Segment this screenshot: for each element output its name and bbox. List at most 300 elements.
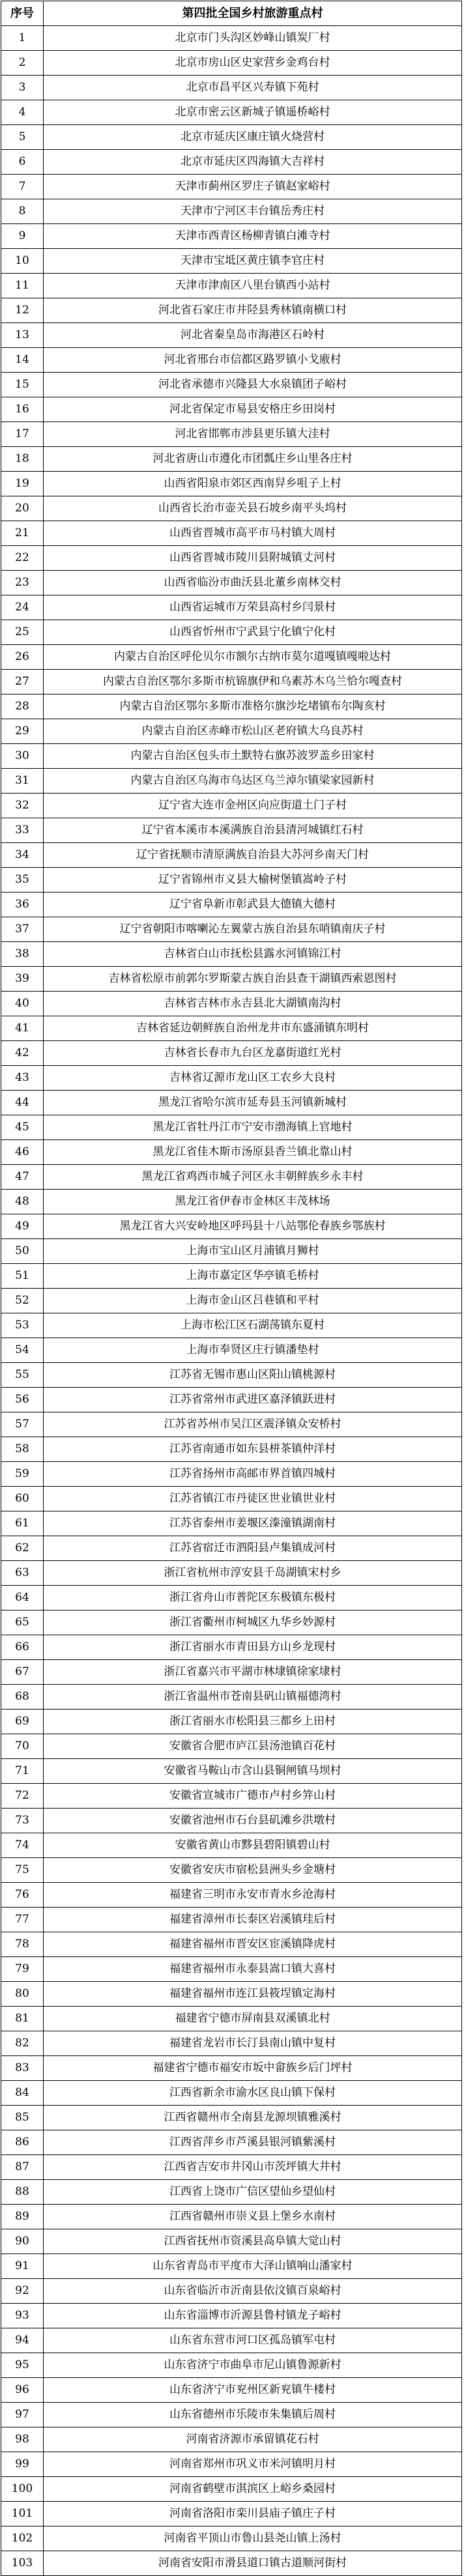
village-name-cell: 吉林省延边朝鲜族自治州龙井市东盛涌镇东明村 bbox=[44, 1016, 462, 1041]
row-number-cell: 73 bbox=[1, 1809, 44, 1833]
row-number-cell: 80 bbox=[1, 1982, 44, 2007]
table-row bbox=[1, 1016, 462, 1041]
village-name-cell: 浙江省丽水市松阳县三都乡上田村 bbox=[44, 1710, 462, 1734]
table-row bbox=[1, 1041, 462, 1066]
table-row bbox=[1, 1412, 462, 1437]
table-row bbox=[1, 1363, 462, 1388]
village-name-cell: 福建省宁德市屏南县双溪镇北村 bbox=[44, 2007, 462, 2031]
table-row bbox=[1, 992, 462, 1016]
village-name-cell: 上海市奉贤区庄行镇潘垫村 bbox=[44, 1338, 462, 1363]
row-number-cell: 52 bbox=[1, 1289, 44, 1313]
table-row bbox=[1, 1289, 462, 1313]
row-number-cell: 90 bbox=[1, 2229, 44, 2254]
table-row bbox=[1, 323, 462, 348]
village-name-cell: 安徽省池州市石台县矶滩乡洪墩村 bbox=[44, 1809, 462, 1833]
row-number-cell: 59 bbox=[1, 1462, 44, 1487]
row-number-cell: 64 bbox=[1, 1586, 44, 1610]
village-name-cell: 山西省临汾市曲沃县北董乡南林交村 bbox=[44, 571, 462, 595]
table-row bbox=[1, 496, 462, 521]
row-number-cell: 62 bbox=[1, 1536, 44, 1561]
table-row bbox=[1, 2056, 462, 2081]
village-name-cell: 黑龙江省哈尔滨市延寿县玉河镇新城村 bbox=[44, 1091, 462, 1115]
village-name-cell: 安徽省合肥市庐江县汤池镇百花村 bbox=[44, 1734, 462, 1759]
row-number-cell: 66 bbox=[1, 1635, 44, 1660]
village-name-cell: 河南省平顶山市鲁山县尧山镇上汤村 bbox=[44, 2526, 462, 2551]
village-name-cell: 黑龙江省佳木斯市汤原县香兰镇北靠山村 bbox=[44, 1140, 462, 1165]
row-number-cell: 77 bbox=[1, 1908, 44, 1932]
table-row bbox=[1, 942, 462, 967]
village-name-cell: 天津市宁河区丰台镇岳秀庄村 bbox=[44, 199, 462, 224]
village-name-cell: 山东省临沂市沂南县依汶镇百泉峪村 bbox=[44, 2279, 462, 2304]
table-row bbox=[1, 1091, 462, 1115]
table-row bbox=[1, 1710, 462, 1734]
row-number-cell: 100 bbox=[1, 2477, 44, 2502]
table-row bbox=[1, 719, 462, 744]
village-name-cell: 内蒙古自治区包头市土默特右旗苏波罗盖乡田家村 bbox=[44, 744, 462, 769]
row-number-cell: 88 bbox=[1, 2180, 44, 2205]
village-name-cell: 浙江省杭州市淳安县千岛湖镇宋村乡 bbox=[44, 1561, 462, 1586]
table-row bbox=[1, 2081, 462, 2106]
table-row bbox=[1, 1932, 462, 1957]
village-name-cell: 浙江省嘉兴市平湖市林埭镇徐家埭村 bbox=[44, 1660, 462, 1685]
village-name-cell: 山东省济宁市曲阜市尼山镇鲁源新村 bbox=[44, 2353, 462, 2378]
village-name-cell: 山西省运城市万荣县高村乡闫景村 bbox=[44, 595, 462, 620]
row-number-cell: 21 bbox=[1, 521, 44, 546]
table-row bbox=[1, 595, 462, 620]
village-name-cell: 江苏省无锡市惠山区阳山镇桃源村 bbox=[44, 1363, 462, 1388]
table-row bbox=[1, 818, 462, 843]
village-name-cell: 山东省青岛市平度市大泽山镇响山潘家村 bbox=[44, 2254, 462, 2279]
village-name-cell: 河北省秦皇岛市海港区石岭村 bbox=[44, 323, 462, 348]
row-number-cell: 40 bbox=[1, 992, 44, 1016]
village-name-cell: 山西省忻州市宁武县宁化镇宁化村 bbox=[44, 620, 462, 645]
row-number-cell: 98 bbox=[1, 2427, 44, 2452]
row-number-cell: 76 bbox=[1, 1883, 44, 1908]
table-row bbox=[1, 1338, 462, 1363]
village-name-cell: 辽宁省抚顺市清原满族自治县大苏河乡南天门村 bbox=[44, 843, 462, 868]
village-name-cell: 吉林省吉林市永吉县北大湖镇南沟村 bbox=[44, 992, 462, 1016]
table-row bbox=[1, 1511, 462, 1536]
row-number-cell: 71 bbox=[1, 1759, 44, 1784]
village-name-cell: 浙江省舟山市普陀区东极镇东极村 bbox=[44, 1586, 462, 1610]
row-number-cell: 25 bbox=[1, 620, 44, 645]
village-name-cell: 河北省邯郸市涉县更乐镇大洼村 bbox=[44, 422, 462, 447]
village-name-cell: 江苏省泰州市姜堰区溱潼镇湖南村 bbox=[44, 1511, 462, 1536]
row-number-cell: 15 bbox=[1, 373, 44, 397]
table-row bbox=[1, 51, 462, 76]
row-number-cell: 17 bbox=[1, 422, 44, 447]
row-number-cell: 63 bbox=[1, 1561, 44, 1586]
table-row bbox=[1, 1734, 462, 1759]
table-row bbox=[1, 868, 462, 893]
table-row bbox=[1, 447, 462, 472]
table-row bbox=[1, 2180, 462, 2205]
table-row bbox=[1, 1784, 462, 1809]
row-number-cell: 46 bbox=[1, 1140, 44, 1165]
table-row bbox=[1, 100, 462, 125]
row-number-cell: 36 bbox=[1, 893, 44, 917]
row-number-cell: 61 bbox=[1, 1511, 44, 1536]
row-number-cell: 10 bbox=[1, 249, 44, 274]
row-number-cell: 103 bbox=[1, 2551, 44, 2576]
header-number-cell: 序号 bbox=[1, 1, 44, 26]
village-name-cell: 江西省赣州市全南县龙源坝镇雅溪村 bbox=[44, 2106, 462, 2130]
table-row bbox=[1, 2031, 462, 2056]
row-number-cell: 26 bbox=[1, 645, 44, 670]
village-name-cell: 吉林省长春市九台区龙嘉街道红光村 bbox=[44, 1041, 462, 1066]
table-row bbox=[1, 1140, 462, 1165]
row-number-cell: 4 bbox=[1, 100, 44, 125]
row-number-cell: 5 bbox=[1, 125, 44, 150]
table-row bbox=[1, 1635, 462, 1660]
table-row bbox=[1, 2304, 462, 2328]
table-row bbox=[1, 521, 462, 546]
table-row bbox=[1, 2106, 462, 2130]
row-number-cell: 41 bbox=[1, 1016, 44, 1041]
village-name-cell: 天津市津南区八里台镇西小站村 bbox=[44, 274, 462, 298]
row-number-cell: 28 bbox=[1, 694, 44, 719]
table-row bbox=[1, 967, 462, 992]
table-row bbox=[1, 2502, 462, 2526]
village-name-cell: 内蒙古自治区呼伦贝尔市额尔古纳市莫尔道嘎镇嘎啦达村 bbox=[44, 645, 462, 670]
row-number-cell: 92 bbox=[1, 2279, 44, 2304]
village-name-cell: 内蒙古自治区乌海市乌达区乌兰淖尔镇梁家园新村 bbox=[44, 769, 462, 794]
row-number-cell: 89 bbox=[1, 2205, 44, 2229]
row-number-cell: 82 bbox=[1, 2031, 44, 2056]
village-name-cell: 福建省福州市晋安区宦溪镇降虎村 bbox=[44, 1932, 462, 1957]
table-row bbox=[1, 76, 462, 100]
table-row bbox=[1, 373, 462, 397]
village-name-cell: 辽宁省朝阳市喀喇沁左翼蒙古族自治县东哨镇南庆子村 bbox=[44, 917, 462, 942]
row-number-cell: 93 bbox=[1, 2304, 44, 2328]
village-name-cell: 河北省石家庄市井陉县秀林镇南横口村 bbox=[44, 298, 462, 323]
table-row bbox=[1, 1685, 462, 1710]
row-number-cell: 32 bbox=[1, 794, 44, 818]
row-number-cell: 70 bbox=[1, 1734, 44, 1759]
row-number-cell: 45 bbox=[1, 1115, 44, 1140]
table-row bbox=[1, 2279, 462, 2304]
row-number-cell: 20 bbox=[1, 496, 44, 521]
table-row bbox=[1, 125, 462, 150]
row-number-cell: 44 bbox=[1, 1091, 44, 1115]
row-number-cell: 57 bbox=[1, 1412, 44, 1437]
row-number-cell: 96 bbox=[1, 2378, 44, 2403]
village-name-cell: 山东省济宁市兖州区新兖镇牛楼村 bbox=[44, 2378, 462, 2403]
row-number-cell: 86 bbox=[1, 2130, 44, 2155]
village-name-cell: 北京市昌平区兴寿镇下苑村 bbox=[44, 76, 462, 100]
village-name-cell: 江苏省苏州市吴江区震泽镇众安桥村 bbox=[44, 1412, 462, 1437]
village-name-cell: 北京市密云区新城子镇遥桥峪村 bbox=[44, 100, 462, 125]
row-number-cell: 42 bbox=[1, 1041, 44, 1066]
table-row bbox=[1, 917, 462, 942]
row-number-cell: 85 bbox=[1, 2106, 44, 2130]
village-name-cell: 辽宁省锦州市义县大榆树堡镇嵩岭子村 bbox=[44, 868, 462, 893]
table-row bbox=[1, 1264, 462, 1289]
village-name-cell: 浙江省衢州市柯城区九华乡妙源村 bbox=[44, 1610, 462, 1635]
village-name-cell: 福建省龙岩市长汀县南山镇中复村 bbox=[44, 2031, 462, 2056]
row-number-cell: 68 bbox=[1, 1685, 44, 1710]
table-row bbox=[1, 1908, 462, 1932]
village-name-cell: 江西省萍乡市芦溪县银河镇紫溪村 bbox=[44, 2130, 462, 2155]
row-number-cell: 81 bbox=[1, 2007, 44, 2031]
table-row bbox=[1, 1759, 462, 1784]
row-number-cell: 84 bbox=[1, 2081, 44, 2106]
village-name-cell: 江苏省镇江市丹徒区世业镇世业村 bbox=[44, 1487, 462, 1511]
table-row bbox=[1, 2452, 462, 2477]
header-row bbox=[1, 1, 462, 26]
table-row bbox=[1, 2353, 462, 2378]
row-number-cell: 3 bbox=[1, 76, 44, 100]
table-row bbox=[1, 1833, 462, 1858]
village-name-cell: 河北省唐山市遵化市团瓢庄乡山里各庄村 bbox=[44, 447, 462, 472]
table-row bbox=[1, 2205, 462, 2229]
row-number-cell: 39 bbox=[1, 967, 44, 992]
village-name-cell: 上海市松江区石湖荡镇东夏村 bbox=[44, 1313, 462, 1338]
row-number-cell: 31 bbox=[1, 769, 44, 794]
village-name-cell: 辽宁省本溪市本溪满族自治县清河城镇红石村 bbox=[44, 818, 462, 843]
village-name-cell: 河南省安阳市滑县道口镇古道顺河街村 bbox=[44, 2551, 462, 2576]
row-number-cell: 47 bbox=[1, 1165, 44, 1190]
row-number-cell: 11 bbox=[1, 274, 44, 298]
row-number-cell: 102 bbox=[1, 2526, 44, 2551]
village-name-cell: 上海市嘉定区华亭镇毛桥村 bbox=[44, 1264, 462, 1289]
village-name-cell: 黑龙江省鸡西市城子河区永丰朝鲜族乡永丰村 bbox=[44, 1165, 462, 1190]
village-name-cell: 浙江省温州市苍南县矾山镇福德湾村 bbox=[44, 1685, 462, 1710]
table-row bbox=[1, 150, 462, 175]
village-name-cell: 江西省吉安市井冈山市茨坪镇大井村 bbox=[44, 2155, 462, 2180]
village-name-cell: 上海市宝山区月浦镇月狮村 bbox=[44, 1239, 462, 1264]
table-row bbox=[1, 26, 462, 51]
village-name-cell: 内蒙古自治区鄂尔多斯市杭锦旗伊和乌素苏木乌兰恰尔嘎查村 bbox=[44, 670, 462, 694]
row-number-cell: 75 bbox=[1, 1858, 44, 1883]
table-title-cell: 第四批全国乡村旅游重点村 bbox=[44, 1, 462, 26]
table-row bbox=[1, 744, 462, 769]
table-row bbox=[1, 348, 462, 373]
village-name-cell: 江苏省扬州市高邮市界首镇四城村 bbox=[44, 1462, 462, 1487]
row-number-cell: 69 bbox=[1, 1710, 44, 1734]
table-row bbox=[1, 175, 462, 199]
village-name-cell: 黑龙江省大兴安岭地区呼玛县十八站鄂伦春族乡鄂族村 bbox=[44, 1214, 462, 1239]
row-number-cell: 29 bbox=[1, 719, 44, 744]
table-row bbox=[1, 1586, 462, 1610]
row-number-cell: 33 bbox=[1, 818, 44, 843]
village-name-cell: 北京市延庆区康庄镇火烧营村 bbox=[44, 125, 462, 150]
village-name-cell: 山西省晋城市高平市马村镇大周村 bbox=[44, 521, 462, 546]
village-name-cell: 山西省阳泉市郊区西南舁乡咀子上村 bbox=[44, 472, 462, 496]
table-row bbox=[1, 1883, 462, 1908]
table-row bbox=[1, 1610, 462, 1635]
table-row bbox=[1, 2378, 462, 2403]
table-row bbox=[1, 472, 462, 496]
village-name-cell: 江西省赣州市崇义县上堡乡水南村 bbox=[44, 2205, 462, 2229]
village-name-cell: 河北省邢台市信都区路罗镇小戈廒村 bbox=[44, 348, 462, 373]
village-name-cell: 江西省新余市渝水区良山镇下保村 bbox=[44, 2081, 462, 2106]
row-number-cell: 101 bbox=[1, 2502, 44, 2526]
row-number-cell: 60 bbox=[1, 1487, 44, 1511]
table-row bbox=[1, 1115, 462, 1140]
village-name-cell: 江苏省南通市如东县栟茶镇仲洋村 bbox=[44, 1437, 462, 1462]
row-number-cell: 48 bbox=[1, 1190, 44, 1214]
table-row bbox=[1, 2229, 462, 2254]
table-row bbox=[1, 397, 462, 422]
village-name-cell: 山东省东营市河口区孤岛镇军屯村 bbox=[44, 2328, 462, 2353]
row-number-cell: 16 bbox=[1, 397, 44, 422]
row-number-cell: 56 bbox=[1, 1388, 44, 1412]
village-name-cell: 天津市西青区杨柳青镇白滩寺村 bbox=[44, 224, 462, 249]
row-number-cell: 53 bbox=[1, 1313, 44, 1338]
table-row bbox=[1, 2403, 462, 2427]
village-name-cell: 北京市延庆区四海镇大吉祥村 bbox=[44, 150, 462, 175]
village-name-cell: 吉林省辽源市龙山区工农乡大良村 bbox=[44, 1066, 462, 1091]
village-name-cell: 河南省济源市承留镇花石村 bbox=[44, 2427, 462, 2452]
village-name-cell: 浙江省丽水市青田县方山乡龙现村 bbox=[44, 1635, 462, 1660]
table-row bbox=[1, 893, 462, 917]
row-number-cell: 78 bbox=[1, 1932, 44, 1957]
village-name-cell: 河北省承德市兴隆县大水泉镇团子峪村 bbox=[44, 373, 462, 397]
row-number-cell: 72 bbox=[1, 1784, 44, 1809]
village-name-cell: 吉林省白山市抚松县露水河镇锦江村 bbox=[44, 942, 462, 967]
row-number-cell: 97 bbox=[1, 2403, 44, 2427]
row-number-cell: 74 bbox=[1, 1833, 44, 1858]
village-name-cell: 安徽省宣城市广德市卢村乡笄山村 bbox=[44, 1784, 462, 1809]
table-row bbox=[1, 1858, 462, 1883]
village-name-cell: 吉林省松原市前郭尔罗斯蒙古族自治县查干湖镇西索恩图村 bbox=[44, 967, 462, 992]
village-name-cell: 内蒙古自治区鄂尔多斯市准格尔旗沙圪堵镇布尔陶亥村 bbox=[44, 694, 462, 719]
row-number-cell: 83 bbox=[1, 2056, 44, 2081]
village-list-table bbox=[1, 1, 462, 2576]
row-number-cell: 79 bbox=[1, 1957, 44, 1982]
village-name-cell: 上海市金山区吕巷镇和平村 bbox=[44, 1289, 462, 1313]
table-row bbox=[1, 2007, 462, 2031]
village-name-cell: 北京市门头沟区妙峰山镇炭厂村 bbox=[44, 26, 462, 51]
village-name-cell: 江苏省宿迁市泗阳县卢集镇成河村 bbox=[44, 1536, 462, 1561]
table-row bbox=[1, 1957, 462, 1982]
village-name-cell: 山西省晋城市陵川县附城镇丈河村 bbox=[44, 546, 462, 571]
row-number-cell: 49 bbox=[1, 1214, 44, 1239]
table-row bbox=[1, 1660, 462, 1685]
table-row bbox=[1, 571, 462, 595]
table-row bbox=[1, 1487, 462, 1511]
row-number-cell: 35 bbox=[1, 868, 44, 893]
table-row bbox=[1, 2477, 462, 2502]
table-row bbox=[1, 224, 462, 249]
table-row bbox=[1, 1536, 462, 1561]
row-number-cell: 22 bbox=[1, 546, 44, 571]
row-number-cell: 9 bbox=[1, 224, 44, 249]
table-row bbox=[1, 769, 462, 794]
village-name-cell: 山西省长治市壶关县石坡乡南平头坞村 bbox=[44, 496, 462, 521]
row-number-cell: 43 bbox=[1, 1066, 44, 1091]
row-number-cell: 65 bbox=[1, 1610, 44, 1635]
village-name-cell: 福建省漳州市长泰区岩溪镇珪后村 bbox=[44, 1908, 462, 1932]
row-number-cell: 7 bbox=[1, 175, 44, 199]
table-row bbox=[1, 2427, 462, 2452]
row-number-cell: 27 bbox=[1, 670, 44, 694]
table-row bbox=[1, 1561, 462, 1586]
row-number-cell: 8 bbox=[1, 199, 44, 224]
table-row bbox=[1, 249, 462, 274]
table-row bbox=[1, 1437, 462, 1462]
table-row bbox=[1, 2551, 462, 2576]
table-row bbox=[1, 199, 462, 224]
row-number-cell: 6 bbox=[1, 150, 44, 175]
table-row bbox=[1, 1313, 462, 1338]
table-row bbox=[1, 2254, 462, 2279]
table-row bbox=[1, 546, 462, 571]
village-name-cell: 安徽省马鞍山市含山县铜闸镇马坝村 bbox=[44, 1759, 462, 1784]
row-number-cell: 1 bbox=[1, 26, 44, 51]
village-name-cell: 江苏省常州市武进区嘉泽镇跃进村 bbox=[44, 1388, 462, 1412]
row-number-cell: 24 bbox=[1, 595, 44, 620]
village-name-cell: 福建省宁德市福安市坂中畲族乡后门坪村 bbox=[44, 2056, 462, 2081]
row-number-cell: 19 bbox=[1, 472, 44, 496]
village-name-cell: 黑龙江省牡丹江市宁安市渤海镇上官地村 bbox=[44, 1115, 462, 1140]
row-number-cell: 34 bbox=[1, 843, 44, 868]
table-row bbox=[1, 2328, 462, 2353]
village-name-cell: 天津市蓟州区罗庄子镇赵家峪村 bbox=[44, 175, 462, 199]
village-name-cell: 河南省洛阳市栾川县庙子镇庄子村 bbox=[44, 2502, 462, 2526]
village-name-cell: 黑龙江省伊春市金林区丰茂林场 bbox=[44, 1190, 462, 1214]
table-row bbox=[1, 298, 462, 323]
row-number-cell: 58 bbox=[1, 1437, 44, 1462]
village-name-cell: 山东省淄博市沂源县鲁村镇龙子峪村 bbox=[44, 2304, 462, 2328]
village-name-cell: 辽宁省大连市金州区向应街道土门子村 bbox=[44, 794, 462, 818]
table-row bbox=[1, 1982, 462, 2007]
village-name-cell: 江西省抚州市资溪县高阜镇大觉山村 bbox=[44, 2229, 462, 2254]
village-name-cell: 河南省鹤壁市淇滨区上峪乡桑园村 bbox=[44, 2477, 462, 2502]
village-name-cell: 河南省郑州市巩义市米河镇明月村 bbox=[44, 2452, 462, 2477]
row-number-cell: 30 bbox=[1, 744, 44, 769]
table-row bbox=[1, 2526, 462, 2551]
village-name-cell: 福建省三明市永安市青水乡沧海村 bbox=[44, 1883, 462, 1908]
table-row bbox=[1, 843, 462, 868]
table-row bbox=[1, 1214, 462, 1239]
table-row bbox=[1, 1239, 462, 1264]
row-number-cell: 95 bbox=[1, 2353, 44, 2378]
table-row bbox=[1, 1462, 462, 1487]
row-number-cell: 87 bbox=[1, 2155, 44, 2180]
village-name-cell: 天津市宝坻区黄庄镇李官庄村 bbox=[44, 249, 462, 274]
village-name-cell: 安徽省黄山市黟县碧阳镇碧山村 bbox=[44, 1833, 462, 1858]
row-number-cell: 38 bbox=[1, 942, 44, 967]
row-number-cell: 54 bbox=[1, 1338, 44, 1363]
row-number-cell: 13 bbox=[1, 323, 44, 348]
row-number-cell: 12 bbox=[1, 298, 44, 323]
village-name-cell: 江西省上饶市广信区望仙乡望仙村 bbox=[44, 2180, 462, 2205]
table-row bbox=[1, 2130, 462, 2155]
table-body bbox=[1, 1, 462, 2576]
village-name-cell: 安徽省安庆市宿松县洲头乡金塘村 bbox=[44, 1858, 462, 1883]
row-number-cell: 51 bbox=[1, 1264, 44, 1289]
table-row bbox=[1, 274, 462, 298]
row-number-cell: 37 bbox=[1, 917, 44, 942]
table-row bbox=[1, 694, 462, 719]
row-number-cell: 18 bbox=[1, 447, 44, 472]
row-number-cell: 91 bbox=[1, 2254, 44, 2279]
row-number-cell: 50 bbox=[1, 1239, 44, 1264]
village-name-cell: 辽宁省阜新市彰武县大德镇大德村 bbox=[44, 893, 462, 917]
row-number-cell: 94 bbox=[1, 2328, 44, 2353]
table-row bbox=[1, 1165, 462, 1190]
row-number-cell: 67 bbox=[1, 1660, 44, 1685]
table-row bbox=[1, 620, 462, 645]
table-row bbox=[1, 1190, 462, 1214]
village-name-cell: 河北省保定市易县安格庄乡田岗村 bbox=[44, 397, 462, 422]
village-name-cell: 北京市房山区史家营乡金鸡台村 bbox=[44, 51, 462, 76]
table-row bbox=[1, 422, 462, 447]
table-row bbox=[1, 1066, 462, 1091]
village-name-cell: 福建省福州市连江县筱埕镇定海村 bbox=[44, 1982, 462, 2007]
